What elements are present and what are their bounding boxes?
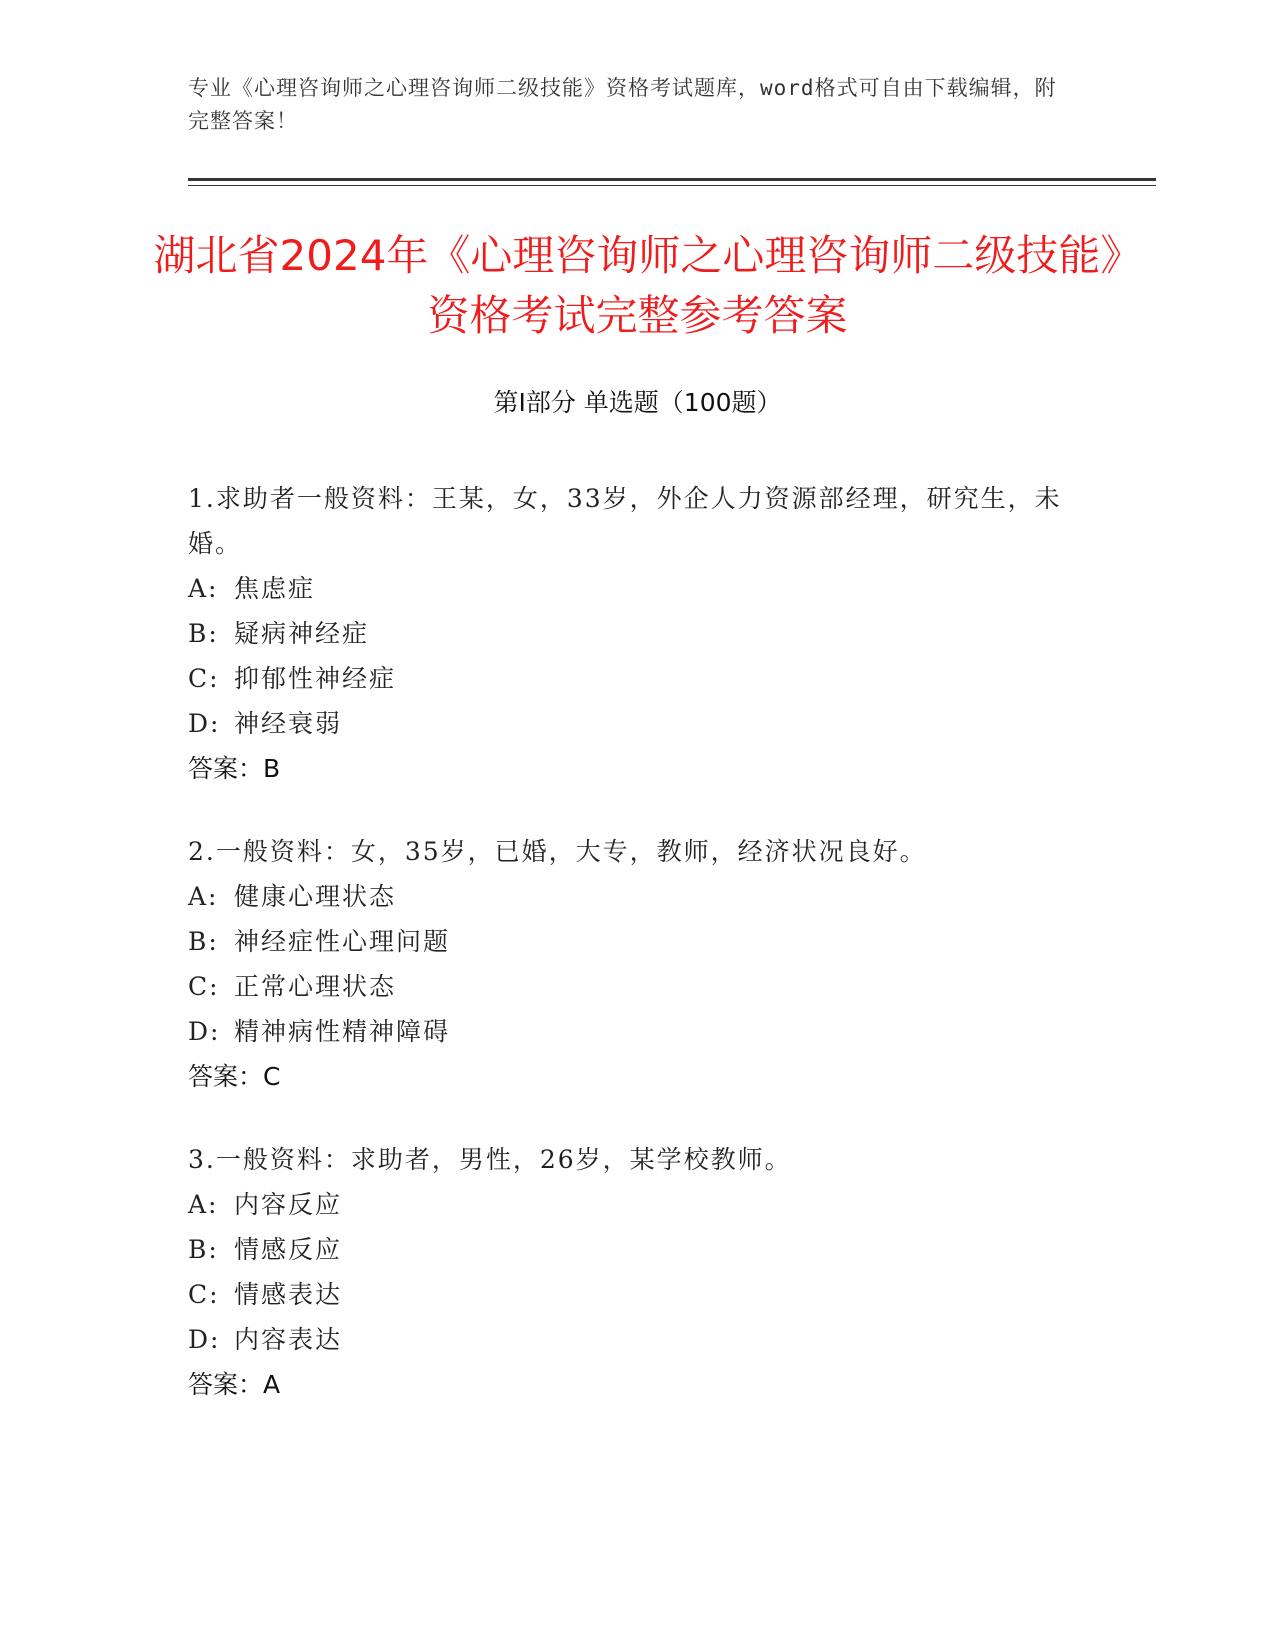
option-c — [188, 964, 1088, 1009]
option-key: C: — [188, 664, 220, 693]
question-stem: 3.一般资料：求助者，男性，26岁，某学校教师。 — [188, 1145, 792, 1174]
option-a — [188, 874, 1088, 919]
option-key: A: — [188, 882, 219, 911]
question-list — [188, 476, 1088, 1445]
document-title: 湖北省2024年《心理咨询师之心理咨询师二级技能》资格考试完整参考答案 — [153, 231, 1122, 340]
answer-line: 答案：A — [188, 1370, 281, 1399]
option-key: B: — [188, 927, 219, 956]
header-rule-thin — [188, 185, 1156, 186]
option-text: 疑病神经症 — [234, 619, 370, 648]
option-text: 内容反应 — [234, 1190, 343, 1219]
option-key: A: — [188, 1190, 219, 1219]
option-key: B: — [188, 1235, 219, 1264]
question-1 — [188, 476, 1088, 791]
section-heading: 第Ⅰ部分 单选题（100题） — [493, 388, 782, 417]
option-key: D: — [188, 1325, 221, 1354]
option-key: D: — [188, 1017, 221, 1046]
question-2 — [188, 829, 1088, 1099]
option-text: 正常心理状态 — [234, 972, 397, 1001]
option-d — [188, 1009, 1088, 1054]
option-text: 情感反应 — [234, 1235, 343, 1264]
option-d — [188, 1317, 1088, 1362]
option-a — [188, 566, 1088, 611]
option-b — [188, 611, 1088, 656]
question-stem: 1.求助者一般资料：王某，女，33岁，外企人力资源部经理，研究生，未婚。 — [188, 484, 1062, 558]
answer-line: 答案：C — [188, 1062, 281, 1091]
option-key: B: — [188, 619, 219, 648]
option-text: 焦虑症 — [234, 574, 316, 603]
option-text: 内容表达 — [234, 1325, 343, 1354]
option-text: 情感表达 — [234, 1280, 343, 1309]
option-text: 健康心理状态 — [234, 882, 397, 911]
option-text: 神经症性心理问题 — [234, 927, 451, 956]
header-rule-thick — [188, 178, 1156, 181]
option-b — [188, 1227, 1088, 1272]
option-key: C: — [188, 972, 220, 1001]
question-3 — [188, 1137, 1088, 1407]
option-c — [188, 656, 1088, 701]
option-key: C: — [188, 1280, 220, 1309]
option-text: 抑郁性神经症 — [234, 664, 397, 693]
option-c — [188, 1272, 1088, 1317]
option-d — [188, 701, 1088, 746]
option-text: 神经衰弱 — [234, 709, 343, 738]
answer-line: 答案：B — [188, 754, 281, 783]
option-text: 精神病性精神障碍 — [234, 1017, 451, 1046]
option-b — [188, 919, 1088, 964]
header-note: 专业《心理咨询师之心理咨询师二级技能》资格考试题库，word格式可自由下载编辑，附完整答案！ — [188, 76, 1057, 133]
option-key: D: — [188, 709, 221, 738]
question-stem: 2.一般资料：女，35岁，已婚，大专，教师，经济状况良好。 — [188, 837, 927, 866]
option-a — [188, 1182, 1088, 1227]
option-key: A: — [188, 574, 219, 603]
